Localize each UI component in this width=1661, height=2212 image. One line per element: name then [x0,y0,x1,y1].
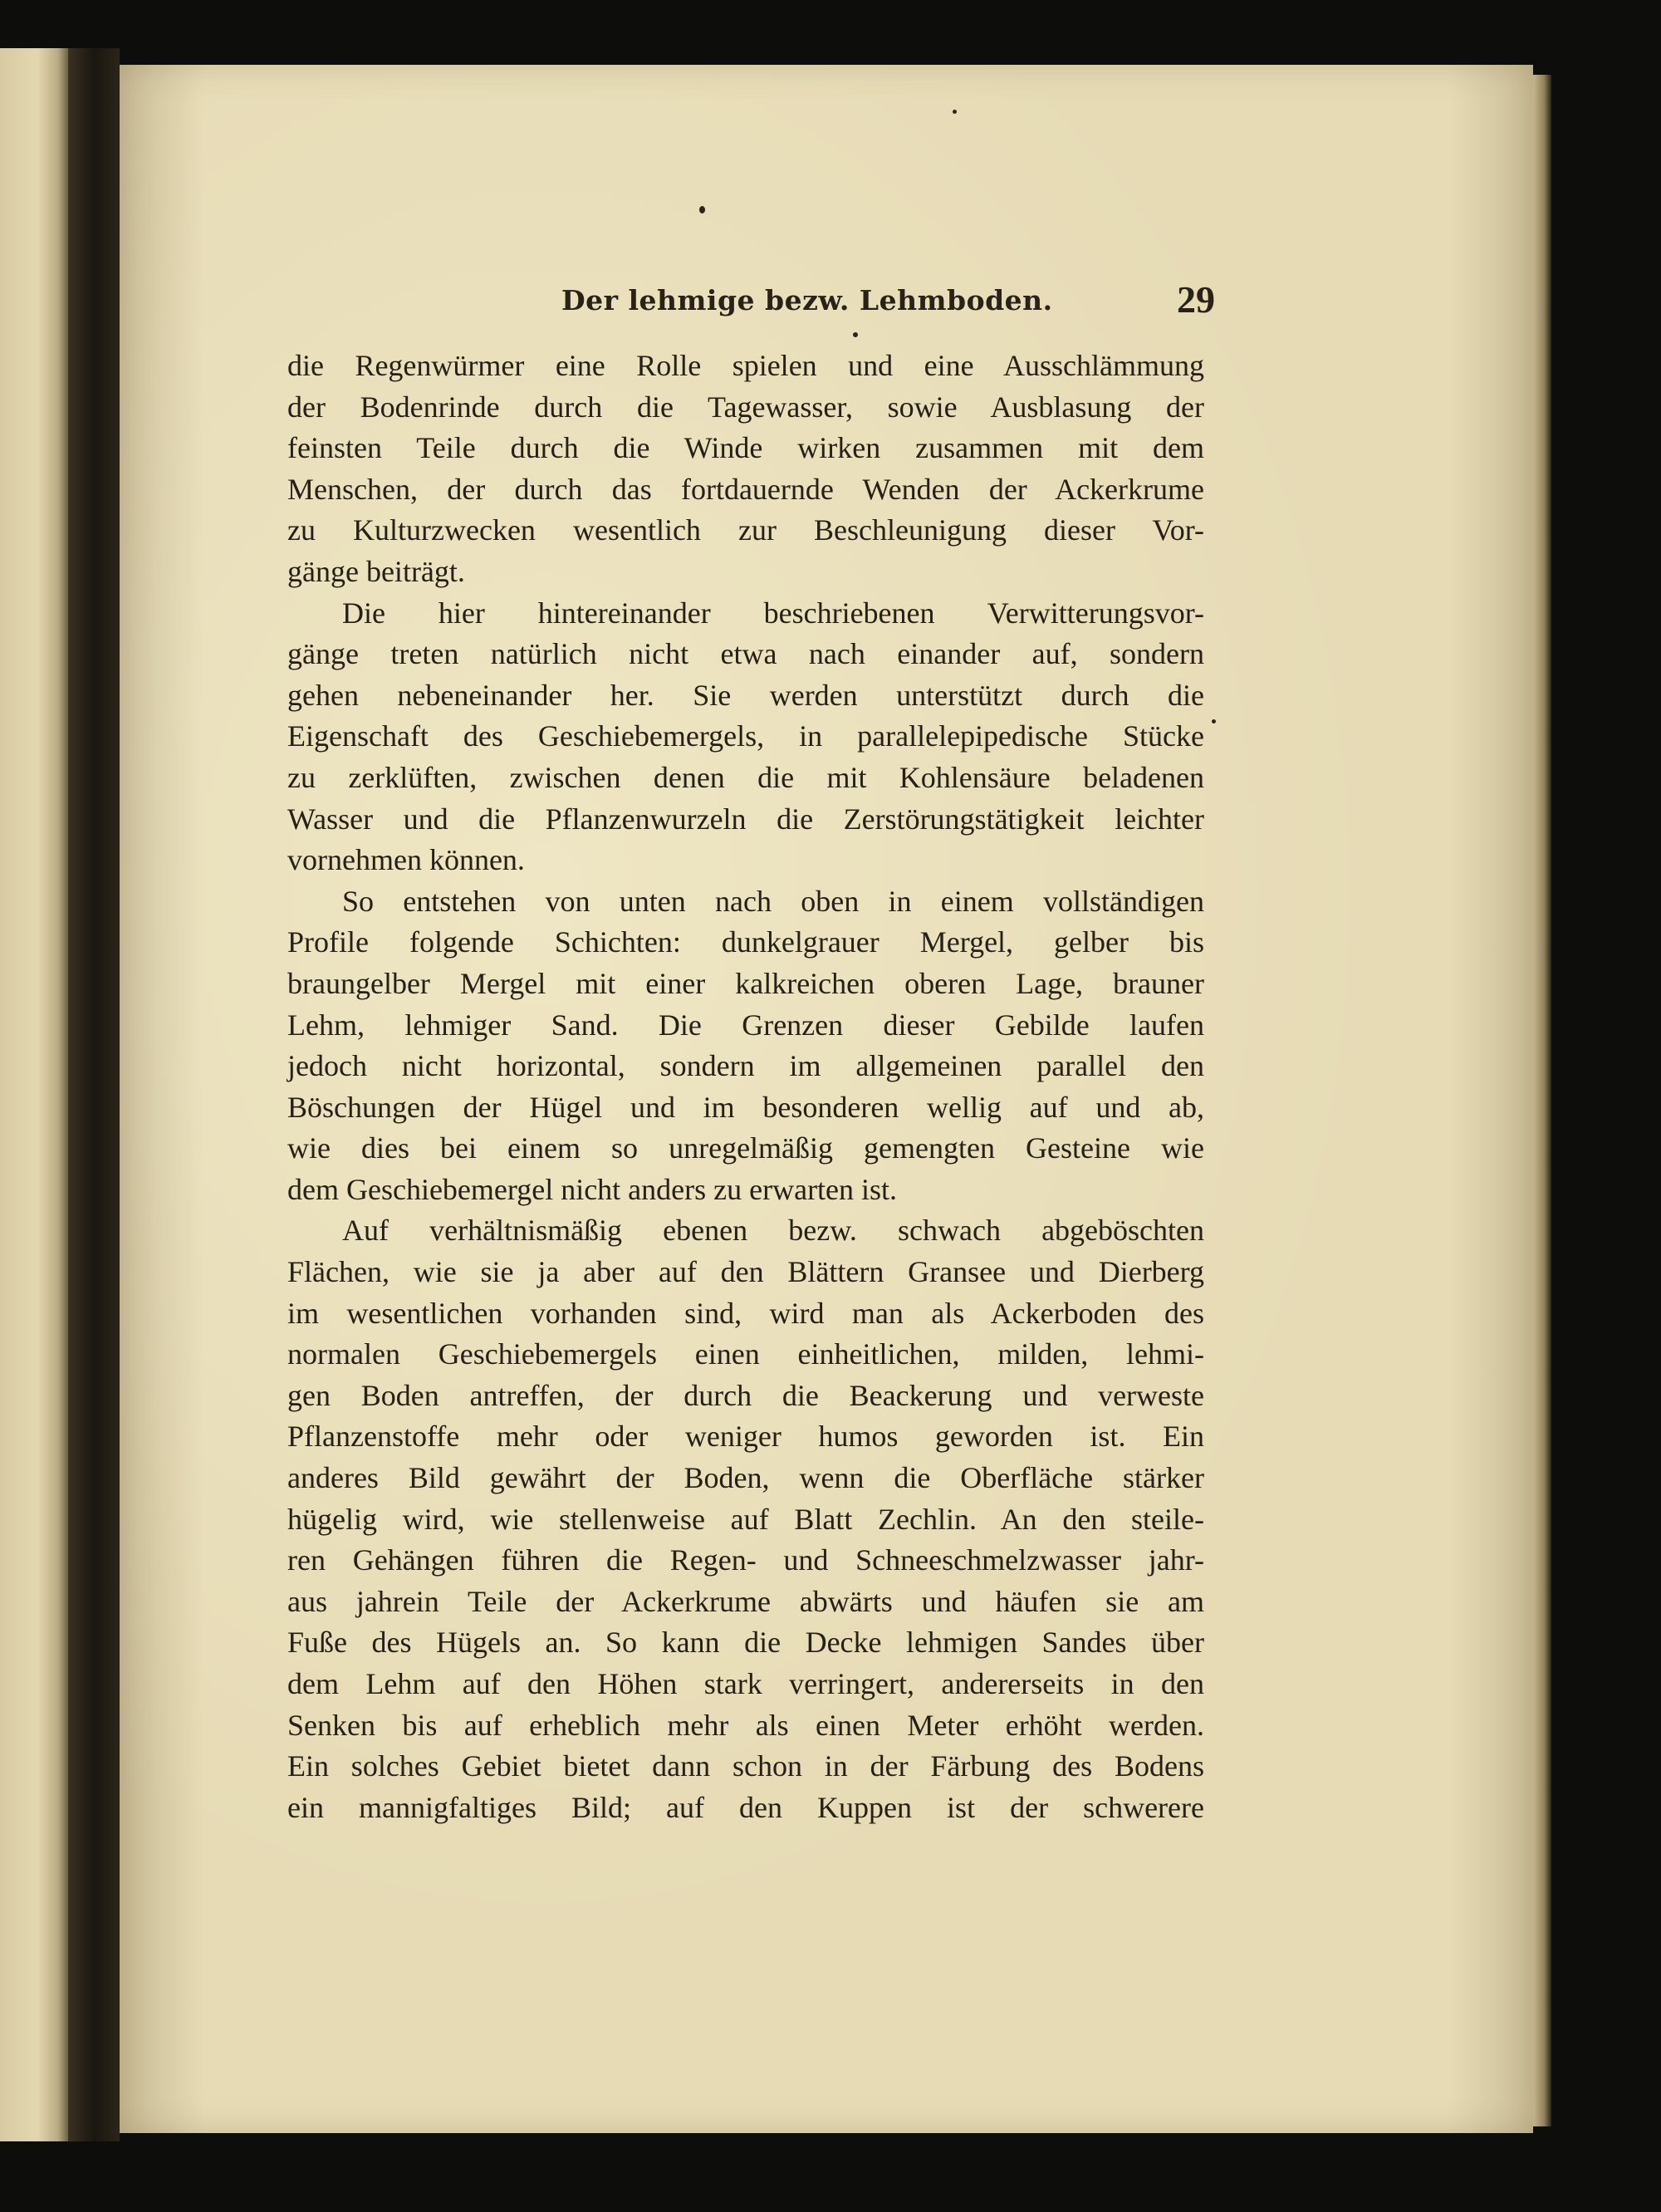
text-line: Ein solches Gebiet bietet dann schon in der Färbung des Bodens [287,1749,1204,1783]
book-gutter [68,48,120,2141]
text-line: anderes Bild gewährt der Boden, wenn die Oberfläche stärker [287,1461,1204,1495]
text-line: jedoch nicht horizontal, sondern im allgemeinen parallel den [287,1049,1204,1083]
paragraph-1 [287,346,1204,593]
text-line: ren Gehängen führen die Regen- und Schneeschmelzwasser jahr- [287,1543,1204,1577]
text-line: Senken bis auf erheblich mehr als einen Meter erhöht werden. [287,1708,1204,1742]
text-line: So entstehen von unten nach oben in einem vollständigen [342,884,1204,918]
text-line: Profile folgende Schichten: dunkelgrauer Mergel, gelber bis [287,925,1204,959]
text-line: Fuße des Hügels an. So kann die Decke lehmigen Sandes über [287,1626,1204,1660]
text-line: gen Boden antreffen, der durch die Beackerung und verweste [287,1378,1204,1412]
previous-page-edge [0,48,68,2141]
text-line: Lehm, lehmiger Sand. Die Grenzen dieser Gebilde laufen [287,1008,1204,1042]
text-line: gänge beiträgt. [287,554,465,588]
text-line: Flächen, wie sie ja aber auf den Blättern Gransee und Dierberg [287,1255,1204,1289]
text-line: die Regenwürmer eine Rolle spielen und eine Ausschlämmung [287,349,1204,382]
text-line: Die hier hintereinander beschriebenen Verwitterungsvor- [342,596,1204,630]
text-line: Eigenschaft des Geschiebemergels, in parallelepipedische Stücke [287,719,1204,753]
page-body [287,346,1204,1828]
text-line: zu zerklüften, zwischen denen die mit Kohlensäure beladenen [287,760,1204,794]
paper-speck [953,110,957,114]
text-line: feinsten Teile durch die Winde wirken zusammen mit dem [287,431,1204,465]
text-line: dem Lehm auf den Höhen stark verringert, andererseits in den [287,1667,1204,1700]
text-line: zu Kulturzwecken wesentlich zur Beschleunigung dieser Vor- [287,513,1204,547]
text-line: dem Geschiebemergel nicht anders zu erwarten ist. [287,1172,898,1206]
paragraph-2 [287,593,1204,881]
text-line: gehen nebeneinander her. Sie werden unterstützt durch die [287,678,1204,712]
text-line: im wesentlichen vorhanden sind, wird man als Ackerboden des [287,1296,1204,1330]
page-number: 29 [1177,278,1215,321]
text-line: Menschen, der durch das fortdauernde Wenden der Ackerkrume [287,472,1204,506]
paragraph-4 [287,1210,1204,1828]
text-line: Pflanzenstoffe mehr oder weniger humos geworden ist. Ein [287,1420,1204,1454]
text-line: Böschungen der Hügel und im besonderen wellig auf und ab, [287,1090,1204,1124]
text-line: vornehmen können. [287,843,525,877]
text-line: Wasser und die Pflanzenwurzeln die Zerstörungstätigkeit leichter [287,802,1204,836]
text-line: ein mannigfaltiges Bild; auf den Kuppen ist der schwerere [287,1790,1204,1824]
text-line: Auf verhältnismäßig ebenen bezw. schwach abgeböschten [342,1214,1204,1248]
text-line: braungelber Mergel mit einer kalkreichen oberen Lage, brauner [287,966,1204,1000]
paper-speck [1212,719,1216,723]
text-line: aus jahrein Teile der Ackerkrume abwärts und häufen sie am [287,1584,1204,1618]
page-stack-edge [1533,75,1551,2126]
text-line: normalen Geschiebemergels einen einheitlichen, milden, lehmi- [287,1337,1204,1371]
running-title: Der lehmige bezw. Lehmboden. [561,284,1053,316]
text-line: hügelig wird, wie stellenweise auf Blatt Zechlin. An den steile- [287,1502,1204,1536]
paper-speck [853,332,858,337]
paragraph-3 [287,881,1204,1211]
text-line: wie dies bei einem so unregelmäßig gemengten Gesteine wie [287,1131,1204,1165]
text-line: der Bodenrinde durch die Tagewasser, sowie Ausblasung der [287,390,1204,424]
paper-speck [699,206,705,213]
text-line: gänge treten natürlich nicht etwa nach einander auf, sondern [287,637,1204,671]
